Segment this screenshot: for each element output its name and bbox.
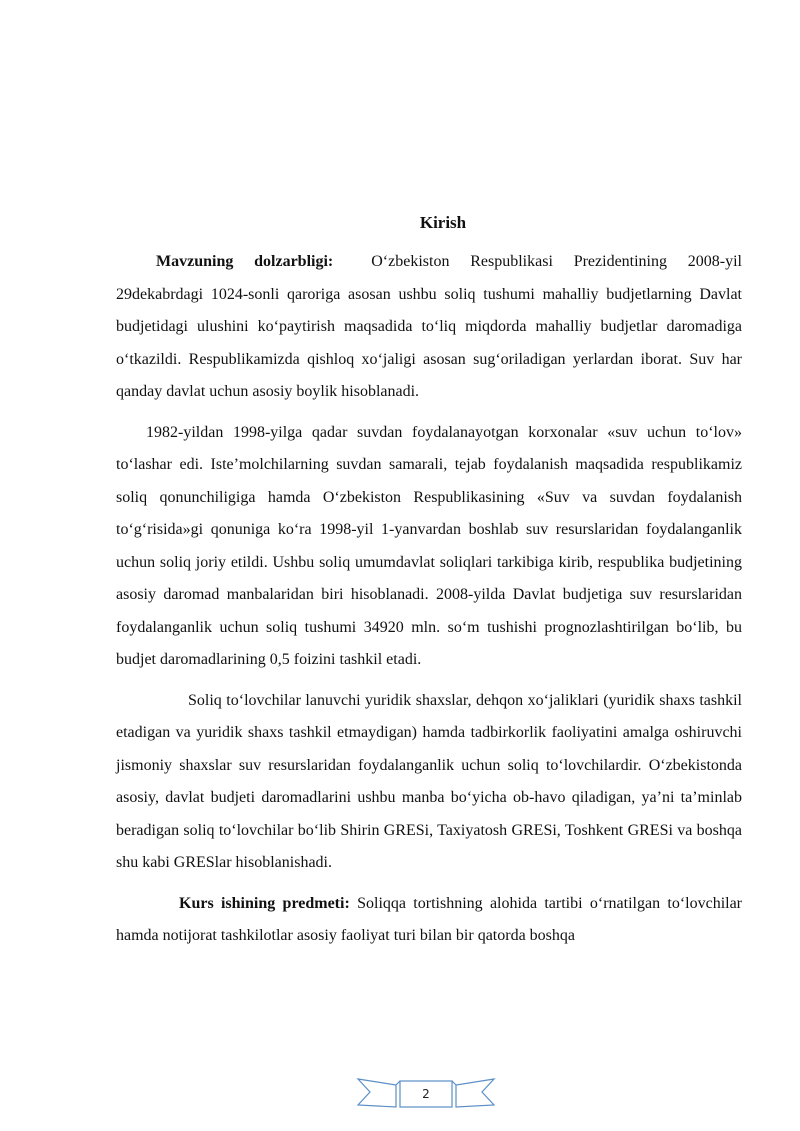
paragraph-relevance: [116, 246, 742, 409]
lead-relevance: Mavzuning dolzarbligi:: [156, 253, 334, 270]
paragraph-text: Soliqqa tortishning alohida tartibi o‘rnatilgan to‘lovchilar hamda notijorat tashkilotlar asosiy faoliyat turi bilan bir qatorda boshqa: [116, 894, 743, 944]
page-number: 2: [422, 1087, 430, 1101]
paragraph-text: 1982-yildan 1998-yilga qadar suvdan foydalanayotgan korxonalar «suv uchun to‘lov» to‘lashar edi. Iste’molchilarning suvdan samarali, tejab foydalanish maqsadida respublikamiz soliq qonunchiligiga hamda O‘zbekiston Respublikasining «Suv va suvdan foydalanish to‘g‘risida»gi qonuniga ko‘ra 1998-yil 1-yanvardan boshlab suv resurslaridan foydalanganlik uchun soliq joriy etildi. Ushbu soliq umumdavlat soliqlari tarkibiga kirib, respublika budjetining asosiy daromad manbalaridan biri hisoblanadi. 2008-yilda Davlat budjetiga suv resurslaridan foydalanganlik uchun soliq tushumi 34920 mln. so‘m tushishi prognozlashtirilgan bo‘lib, bu budjet daromadlarining 0,5 foizini tashkil etadi.: [116, 423, 742, 668]
page-body: [116, 208, 742, 953]
paragraph-history: [116, 417, 742, 677]
paragraph-taxpayers: [116, 685, 742, 880]
page-number-footer: [356, 1073, 496, 1113]
paragraph-text: O‘zbekiston Respublikasi Prezidentining 2008-yil 29dekabrdagi 1024-sonli qaroriga asosan ushbu soliq tushumi mahalliy budjetlarning Davlat budjetidagi ulushini ko‘paytirish maqsadida to‘liq miqdorda mahalliy budjetlar daromadiga o‘tkazildi. Respublikamizda qishloq xo‘jaligi asosan sug‘oriladigan yerlardan iborat. Suv har qanday davlat uchun asosiy boylik hisoblanadi.: [116, 253, 743, 400]
paragraph-text: Soliq to‘lovchilar lanuvchi yuridik shaxslar, dehqon xo‘jaliklari (yuridik shaxs tashkil etadigan va yuridik shaxs tashkil etmaydigan) hamda tadbirkorlik faoliyatini amalga oshiruvchi jismoniy shaxslar suv resurslaridan foydalanganlik uchun soliq to‘lovchilardir. O‘zbekistonda asosiy, davlat budjeti daromadlarini ushbu manba bo‘yicha ob-havo qiladigan, ya’ni ta’minlab beradigan soliq to‘lovchilar bo‘lib Shirin GRESi, Taxiyatosh GRESi, Toshkent GRESi va boshqa shu kabi GRESlar hisoblanishadi.: [116, 691, 742, 871]
paragraph-subject: [116, 888, 742, 953]
lead-subject: Kurs ishining predmeti:: [179, 894, 350, 912]
section-title: Kirish: [419, 213, 467, 232]
